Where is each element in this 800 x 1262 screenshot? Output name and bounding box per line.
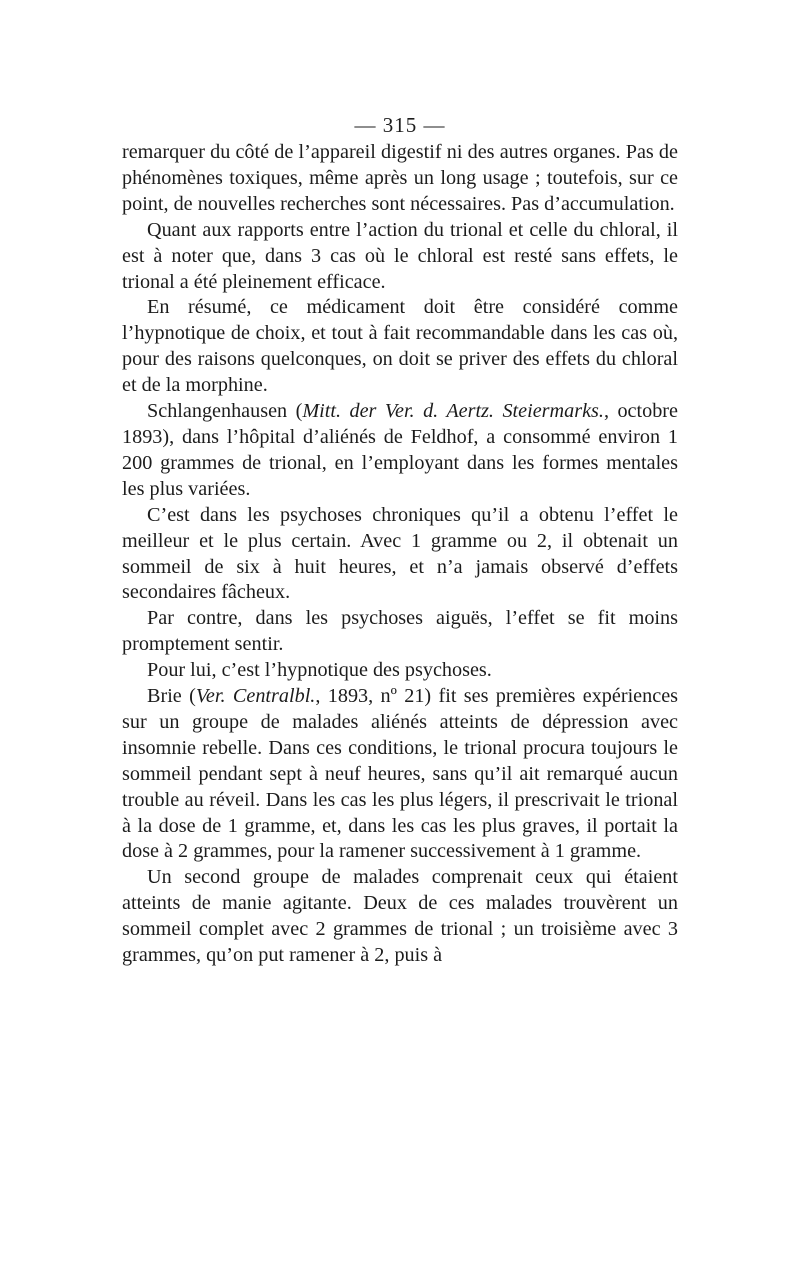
page-number: — 315 — — [354, 113, 446, 137]
paragraph-acute-psychoses: Par contre, dans les psychoses aiguës, l’effet se fit moins promptement sentir. — [122, 607, 678, 656]
text-before-citation: Brie ( — [147, 685, 196, 708]
paragraph-brie — [122, 684, 678, 865]
paragraph-summary: En résumé, ce médicament doit être considéré comme l’hypnotique de choix, et tout à fait recommandable dans les cas où, pour des raisons quelconques, on doit se priver des effets du chloral et de la morphine. — [122, 296, 678, 397]
text-after-citation: , 1893, nº 21) fit ses premières expériences sur un groupe de malades aliénés atteints de dépression avec insomnie rebelle. Dans ces conditions, le trional procura toujours le sommeil pendant sept à neuf heures, sans qu’il ait remarqué aucun trouble au réveil. Dans les cas les plus légers, il prescrivait le trional à la dose de 1 gramme, et, dans les cas les plus graves, il portait la dose à 2 grammes, pour la ramener successivement à 1 gramme. — [122, 685, 679, 863]
paragraph-continuation: remarquer du côté de l’appareil digestif ni des autres organes. Pas de phénomènes toxiques, même après un long usage ; toutefois, sur ce point, de nouvelles recherches sont nécessaires. Pas d’accumulation. — [122, 141, 678, 215]
paragraph-second-group: Un second groupe de malades comprenait ceux qui étaient atteints de manie agitante. Deux de ces malades trouvèrent un sommeil complet avec 2 grammes de trional ; un troisième avec 3 grammes, qu’on put ramener à 2, puis à — [122, 866, 678, 967]
paragraph-hypnotic-of-psychoses: Pour lui, c’est l’hypnotique des psychoses. — [147, 659, 492, 682]
text-after-citation: , octobre 1893), dans l’hôpital d’aliénés de Feldhof, a consommé environ 1 200 grammes de trional, en l’employant dans les formes mentales les plus variées. — [122, 400, 678, 500]
citation-journal: Ver. Centralbl. — [195, 685, 316, 708]
paragraph-schlangenhausen — [122, 399, 678, 503]
paragraph-chronic-psychoses: C’est dans les psychoses chroniques qu’il a obtenu l’effet le meilleur et le plus certain. Avec 1 gramme ou 2, il obtenait un sommeil de six à huit heures, et n’a jamais observé d’effets secondaires fâcheux. — [122, 503, 678, 604]
text-before-citation: Schlangenhausen ( — [147, 400, 303, 423]
citation-journal: Mitt. der Ver. d. Aertz. Steiermarks. — [302, 400, 604, 423]
body-text — [122, 140, 678, 969]
paragraph-chloral-comparison: Quant aux rapports entre l’action du trional et celle du chloral, il est à noter que, dans 3 cas où le chloral est resté sans effets, le trional a été pleinement efficace. — [122, 218, 678, 293]
